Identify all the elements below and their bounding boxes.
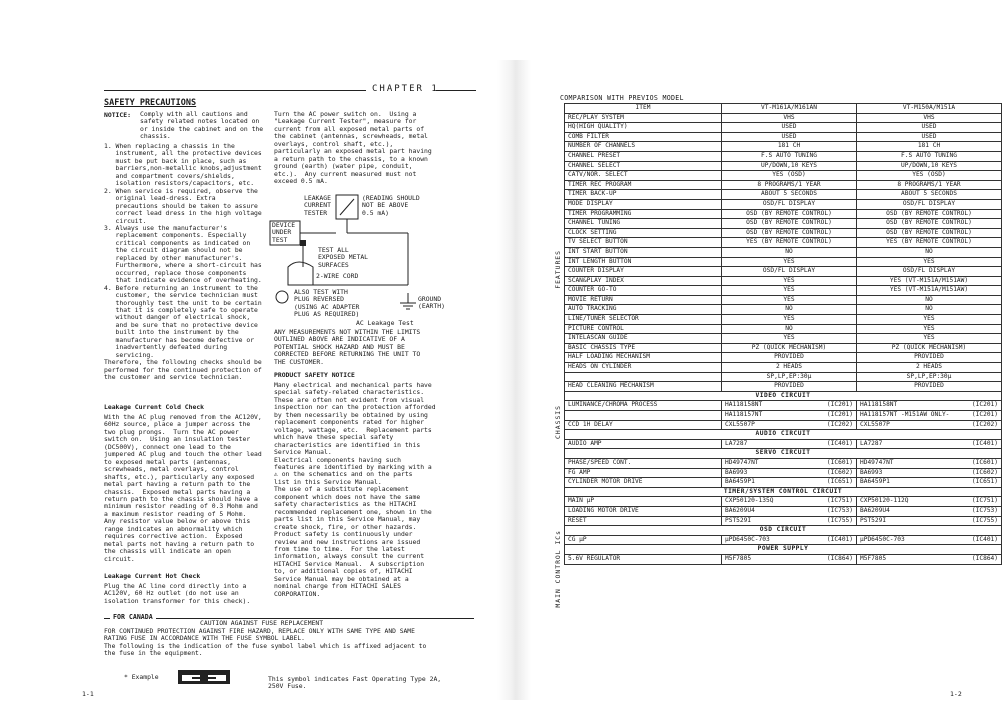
section-title: OSD CIRCUIT <box>565 526 1002 536</box>
ic-model-b <box>857 411 1002 421</box>
chassis-model-a-value: SP,LP,EP:30µ <box>722 372 857 382</box>
features-item: MODE DISPLAY <box>565 199 722 209</box>
table-row <box>565 199 1002 209</box>
features-model-b-value: OSD/FL DISPLAY <box>857 199 1002 209</box>
features-model-a-value: YES (BY REMOTE CONTROL) <box>722 238 857 248</box>
product-notice-title: PRODUCT SAFETY NOTICE <box>274 371 355 379</box>
ic-model-a <box>722 535 857 545</box>
ic-function: LUMINANCE/CHROMA PROCESS <box>565 401 722 411</box>
table-row <box>565 363 1002 373</box>
section-row <box>565 526 1002 536</box>
book-gutter <box>497 60 531 700</box>
measurement-warning: ANY MEASUREMENTS NOT WITHIN THE LIMITS OUTLINED ABOVE ARE INDICATIVE OF A POTENTIAL SHOCK HAZARD AND MUST BE CORRECTED BEFORE RETURNING THE UNIT TO THE CUSTOMER. <box>274 328 421 366</box>
product-notice-text: Many electrical and mechanical parts have special safety-related characteristics. These are often not evident from visual inspection nor can the protection afforded by them necessarily be obtained by using replacement components rated for higher voltage, wattage, etc. Replacement parts which have these special safety characteristics are identified in this Service Manual. Electrical components having such features are identified by marking with a ⚠ on the schematics and on the parts list in this Service Manual. The use of a substitute replacement component which does not have the same safety characteristics as the HITACHI recommended replacement one, shown in the parts list in this Service Manual, may create shock, fire, or other hazards. Product safety is continuously under review and new instructions are issued from time to time. For the latest information, always consult the current HITACHI Service Manual. A subscription to, or additional copies of, HITACHI Service Manual may be obtained at a nominal charge from HITACHI SALES CORPORATION. <box>274 381 436 598</box>
features-item: INTELASCAN GUIDE <box>565 334 722 344</box>
ic-part-number: CXL5507P <box>860 420 890 428</box>
ic-row <box>565 554 1002 564</box>
precautions-list: 1. When replacing a chassis in the instrument, all the protective devices must be put back in place, such as barriers,non-metallic knobs,adjustment and compartment covers/shields, isolation resistors/capacitors, etc. 2. When service is required, observe the original lead-dress. Extra precautions should be taken to assure correct lead dress in the high voltage circuit. 3. Always use the manufacturer's replacement components. Especially critical components as indicated on the circuit diagram should not be replaced by other manufacturer's. Furthermore, where a short-circuit has occurred, replace those components that indicate evidence of overheating. 4. Before returning an instrument to the customer, the service technician must thoroughly test the unit to be certain that it is completely safe to operate without danger of electrical shock, and be sure that no protective device built into the instrument by the manufacturer has become defective or inadvertently defeated during servicing. Therefore, the following checks should be performed for the continued protection of the customer and service technician. <box>104 142 262 382</box>
chassis-model-b-value: PROVIDED <box>857 382 1002 392</box>
features-model-a-value: NO <box>722 324 857 334</box>
ic-model-b <box>857 478 1002 488</box>
ic-row <box>565 516 1002 526</box>
features-model-a-value: VHS <box>722 113 857 123</box>
diagram-caption: AC Leakage Test <box>356 319 414 327</box>
ic-reference: (IC201) <box>971 411 998 418</box>
features-model-b-value: USED <box>857 132 1002 142</box>
features-model-b-value: 181 CH <box>857 142 1002 152</box>
features-model-a-value: NO <box>722 247 857 257</box>
ic-row <box>565 458 1002 468</box>
ic-function: CYLINDER MOTOR DRIVE <box>565 478 722 488</box>
section-row <box>565 487 1002 497</box>
ic-model-b <box>857 497 1002 507</box>
features-model-a-value: OSD (BY REMOTE CONTROL) <box>722 209 857 219</box>
table-row <box>565 315 1002 325</box>
features-model-a-value: YES <box>722 257 857 267</box>
ic-row <box>565 420 1002 430</box>
section-title: VIDEO CIRCUIT <box>565 391 1002 401</box>
table-row <box>565 343 1002 353</box>
ic-reference: (IC401) <box>971 439 998 447</box>
features-item: INT LENGTH BUTTON <box>565 257 722 267</box>
ic-row <box>565 411 1002 421</box>
features-item: COUNTER DISPLAY <box>565 267 722 277</box>
table-row <box>565 209 1002 219</box>
table-row <box>565 295 1002 305</box>
ic-part-number: BA6993 <box>860 468 883 476</box>
ic-reference: (IC602) <box>826 468 853 476</box>
features-model-b-value: OSD (BY REMOTE CONTROL) <box>857 209 1002 219</box>
ic-model-a <box>722 420 857 430</box>
ic-reference: (IC753) <box>826 506 853 514</box>
header-model-b: VT-M150A/M151A <box>857 104 1002 114</box>
ic-function: CCD 1H DELAY <box>565 420 722 430</box>
comparison-title: COMPARISON WITH PREVIOS MODEL <box>560 94 684 102</box>
ic-part-number: BA6459P1 <box>860 478 890 486</box>
table-row <box>565 382 1002 392</box>
chassis-model-a-value: PROVIDED <box>722 382 857 392</box>
notice-text: Comply with all cautions and safety related notes located on or inside the cabinet and on the chassis. <box>140 110 264 141</box>
features-model-a-value: 8 PROGRAMS/1 YEAR <box>722 180 857 190</box>
chassis-label: CHASSIS <box>554 405 562 439</box>
features-item: MOVIE RETURN <box>565 295 722 305</box>
features-model-b-value: YES <box>857 334 1002 344</box>
features-model-b-value: VHS <box>857 113 1002 123</box>
features-model-a-value: OSD (BY REMOTE CONTROL) <box>722 219 857 229</box>
ic-function: LOADING MOTOR DRIVE <box>565 506 722 516</box>
chassis-model-b-value: 2 HEADS <box>857 363 1002 373</box>
table-row <box>565 180 1002 190</box>
features-model-b-value: YES (VT-M151A/M151AW) <box>857 276 1002 286</box>
hot-check-text: Plug the AC line cord directly into a AC120V, 60 Hz outlet (do not use an isolation transformer for this check). <box>104 582 251 605</box>
ic-reference: (IC755) <box>826 516 853 524</box>
ic-model-a <box>722 411 857 421</box>
features-model-a-value: 181 CH <box>722 142 857 152</box>
header-model-a: VT-M161A/M161AN <box>722 104 857 114</box>
features-model-b-value: YES <box>857 315 1002 325</box>
ic-model-b <box>857 420 1002 430</box>
features-model-a-value: YES <box>722 276 857 286</box>
ic-model-b <box>857 401 1002 411</box>
ic-reference: (IC201) <box>826 411 853 418</box>
features-model-a-value: F.S AUTO TUNING <box>722 151 857 161</box>
chassis-item: BASIC CHASSIS TYPE <box>565 343 722 353</box>
features-model-b-value: NO <box>857 247 1002 257</box>
table-row <box>565 372 1002 382</box>
ic-model-a <box>722 516 857 526</box>
chassis-item <box>565 372 722 382</box>
table-header-row <box>565 104 1002 114</box>
features-item: SCAN&PLAY INDEX <box>565 276 722 286</box>
canada-title: FOR CANADA <box>110 613 156 621</box>
ic-part-number: HA118158NT <box>725 401 763 409</box>
ic-part-number: LA7287 <box>725 439 748 447</box>
features-model-b-value: 8 PROGRAMS/1 YEAR <box>857 180 1002 190</box>
chapter-rule-right <box>436 90 476 91</box>
ic-reference: (IC201) <box>971 401 998 409</box>
ic-reference: (IC401) <box>826 535 853 543</box>
features-item: AUTO TRACKING <box>565 305 722 315</box>
safety-precautions-title: SAFETY PRECAUTIONS <box>104 98 197 108</box>
ic-reference: (IC202) <box>826 420 853 428</box>
chassis-model-b-value: SP,LP,EP:30µ <box>857 372 1002 382</box>
features-item: TIMER BACK-UP <box>565 190 722 200</box>
features-model-b-value: UP/DOWN,10 KEYS <box>857 161 1002 171</box>
table-row <box>565 305 1002 315</box>
chassis-model-b-value: PZ (QUICK MECHANISM) <box>857 343 1002 353</box>
tester-label: LEAKAGE CURRENT TESTER <box>304 194 331 217</box>
ic-row <box>565 535 1002 545</box>
table-row <box>565 219 1002 229</box>
canada-text: FOR CONTINUED PROTECTION AGAINST FIRE HAZARD, REPLACE ONLY WITH SAME TYPE AND SAME RATING FUSE IN ACCORDANCE WITH THE FUSE SYMBOL LABEL. The following is the indication of the fuse symbol label which is affixed adjacent to the fuse in the equipment. <box>104 628 427 658</box>
ic-model-b <box>857 439 1002 449</box>
ic-part-number: PST529I <box>725 516 752 524</box>
chassis-model-a-value: PROVIDED <box>722 353 857 363</box>
ic-reference: (IC751) <box>826 497 853 505</box>
ic-function <box>565 411 722 421</box>
features-model-b-value: OSD/FL DISPLAY <box>857 267 1002 277</box>
ic-part-number: HD49747NT <box>860 458 894 466</box>
ic-reference: (IC751) <box>971 497 998 505</box>
main-control-ics-label: MAIN CONTROL ICs <box>554 530 562 608</box>
ic-part-number: µPD6450C-703 <box>860 535 905 543</box>
cold-check-title: Leakage Current Cold Check <box>104 403 205 411</box>
ic-model-a <box>722 439 857 449</box>
ic-part-number: HA118157NT <box>725 411 763 418</box>
ic-part-number: LA7287 <box>860 439 883 447</box>
ic-model-a <box>722 458 857 468</box>
table-row <box>565 123 1002 133</box>
section-row <box>565 430 1002 440</box>
features-model-a-value: ABOUT 5 SECONDS <box>722 190 857 200</box>
ic-function: RESET <box>565 516 722 526</box>
table-row <box>565 161 1002 171</box>
table-row <box>565 276 1002 286</box>
ic-model-a <box>722 468 857 478</box>
page-number-right: 1-2 <box>950 690 962 698</box>
chapter-rule-left <box>104 90 366 91</box>
section-row <box>565 391 1002 401</box>
features-item: INT START BUTTON <box>565 247 722 257</box>
ic-model-a <box>722 401 857 411</box>
ic-function: MAIN µP <box>565 497 722 507</box>
also-test-label: ALSO TEST WITH PLUG REVERSED (USING AC ADAPTER PLUG AS REQUIRED) <box>294 288 360 319</box>
features-model-a-value: YES <box>722 334 857 344</box>
ic-reference: (IC601) <box>826 458 853 466</box>
ic-model-b <box>857 516 1002 526</box>
outlet-circle <box>276 291 288 303</box>
ic-model-a <box>722 554 857 564</box>
features-model-b-value: NO <box>857 295 1002 305</box>
table-row <box>565 151 1002 161</box>
ic-part-number: BA6993 <box>725 468 748 476</box>
cold-check-text: With the AC plug removed from the AC120V, 60Hz source, place a jumper across the two plug prongs. Turn the AC power switch on. Using an insulation tester (DC500V), connect one lead to the jumpered AC plug and touch the other lead to exposed metal parts (antennas, screwheads, metal overlays, control shafts, etc.), particularly any exposed metal part having a return path to the chassis. Exposed metal parts having a return path to the chassis should have a minimum resistor reading of 0.3 Mohm and a maximum resistor reading of 5 Mohm. Any resistor value below or above this range indicates an abnormality which requires corrective action. Exposed metal parts not having a return path to the chassis will indicate an open circuit. <box>104 413 262 563</box>
features-item: CHANNEL TUNING <box>565 219 722 229</box>
meter-needle <box>340 199 354 215</box>
ic-model-b <box>857 554 1002 564</box>
page-number-left: 1-1 <box>82 690 94 698</box>
features-model-b-value: OSD (BY REMOTE CONTROL) <box>857 219 1002 229</box>
section-title: SERVO CIRCUIT <box>565 449 1002 459</box>
ic-function: 5.6V REGULATOR <box>565 554 722 564</box>
features-item: CHANNEL PRESET <box>565 151 722 161</box>
ic-function: FG AMP <box>565 468 722 478</box>
features-item: CLOCK SETTING <box>565 228 722 238</box>
header-item: ITEM <box>565 104 722 114</box>
features-item: TV SELECT BUTTON <box>565 238 722 248</box>
features-model-b-value: NO <box>857 305 1002 315</box>
table-row <box>565 113 1002 123</box>
canada-caution: CAUTION AGAINST FUSE REPLACEMENT <box>200 619 324 627</box>
ic-part-number: BA6209U4 <box>860 506 890 514</box>
features-item: TIMER PROGRAMMING <box>565 209 722 219</box>
features-model-a-value: NO <box>722 305 857 315</box>
section-row <box>565 449 1002 459</box>
features-model-a-value: YES <box>722 295 857 305</box>
table-row <box>565 190 1002 200</box>
section-title: AUDIO CIRCUIT <box>565 430 1002 440</box>
table-row <box>565 257 1002 267</box>
ic-reference: (IC202) <box>971 420 998 428</box>
ic-row <box>565 478 1002 488</box>
ic-reference: (IC651) <box>826 478 853 486</box>
ic-model-b <box>857 506 1002 516</box>
ic-reference: (IC864) <box>971 554 998 562</box>
features-model-a-value: YES <box>722 286 857 296</box>
ic-row <box>565 506 1002 516</box>
features-model-a-value: OSD (BY REMOTE CONTROL) <box>722 228 857 238</box>
table-row <box>565 353 1002 363</box>
chassis-item: HEADS ON CYLINDER <box>565 363 722 373</box>
ic-part-number: CXP50120-135Q <box>725 497 774 505</box>
ic-reference: (IC602) <box>971 468 998 476</box>
table-row <box>565 132 1002 142</box>
ic-function: CG µP <box>565 535 722 545</box>
features-model-b-value: F.S AUTO TUNING <box>857 151 1002 161</box>
ground-label: GROUND (EARTH) <box>418 295 445 311</box>
ic-model-a <box>722 497 857 507</box>
ic-reference: (IC753) <box>971 506 998 514</box>
table-row <box>565 171 1002 181</box>
reading-label: (READING SHOULD NOT BE ABOVE 0.5 mA) <box>362 194 420 217</box>
features-item: HQ(HIGH QUALITY) <box>565 123 722 133</box>
ic-function: AUDIO AMP <box>565 439 722 449</box>
features-model-b-value: YES (OSD) <box>857 171 1002 181</box>
ic-model-b <box>857 458 1002 468</box>
test-all-label: TEST ALL EXPOSED METAL SURFACES <box>318 246 369 269</box>
chassis-model-a-value: PZ (QUICK MECHANISM) <box>722 343 857 353</box>
ic-function: PHASE/SPEED CONT. <box>565 458 722 468</box>
features-model-b-value: YES (VT-M151A/M151AW) <box>857 286 1002 296</box>
comparison-table <box>564 103 1002 565</box>
features-item: COUNTER GO-TO <box>565 286 722 296</box>
table-row <box>565 334 1002 344</box>
fuse-symbol-icon <box>178 670 230 684</box>
features-item: LINE/TUNER SELECTOR <box>565 315 722 325</box>
features-model-a-value: YES (OSD) <box>722 171 857 181</box>
left-page <box>0 0 500 719</box>
chassis-model-b-value: PROVIDED <box>857 353 1002 363</box>
ic-reference: (IC755) <box>971 516 998 524</box>
cord-label: 2-WIRE CORD <box>316 272 359 280</box>
features-model-b-value: OSD (BY REMOTE CONTROL) <box>857 228 1002 238</box>
ic-row <box>565 439 1002 449</box>
fuse-example-label: * Example <box>124 673 159 681</box>
section-row <box>565 545 1002 555</box>
features-model-a-value: USED <box>722 132 857 142</box>
ic-row <box>565 497 1002 507</box>
table-row <box>565 228 1002 238</box>
table-row <box>565 238 1002 248</box>
table-row <box>565 324 1002 334</box>
chassis-item: HEAD CLEANING MECHANISM <box>565 382 722 392</box>
features-model-a-value: YES <box>722 315 857 325</box>
features-model-a-value: USED <box>722 123 857 133</box>
ic-model-b <box>857 535 1002 545</box>
ic-part-number: BA6209U4 <box>725 506 755 514</box>
ic-part-number: HA118157NT -M151AW ONLY- <box>860 411 950 418</box>
notice-label: NOTICE: <box>104 111 131 119</box>
ic-part-number: M5F7805 <box>860 554 887 562</box>
ic-part-number: CXL5507P <box>725 420 755 428</box>
features-item: REC/PLAY SYSTEM <box>565 113 722 123</box>
table-row <box>565 267 1002 277</box>
ic-model-a <box>722 478 857 488</box>
features-model-b-value: YES <box>857 324 1002 334</box>
plug-shape <box>288 262 313 285</box>
chapter-title: CHAPTER 1 <box>372 84 439 94</box>
features-model-a-value: OSD/FL DISPLAY <box>722 267 857 277</box>
features-item: NUMBER OF CHANNELS <box>565 142 722 152</box>
ic-reference: (IC601) <box>971 458 998 466</box>
section-title: TIMER/SYSTEM CONTROL CIRCUIT <box>565 487 1002 497</box>
features-model-a-value: OSD/FL DISPLAY <box>722 199 857 209</box>
ic-reference: (IC651) <box>971 478 998 486</box>
features-model-b-value: ABOUT 5 SECONDS <box>857 190 1002 200</box>
chassis-model-a-value: 2 HEADS <box>722 363 857 373</box>
features-item: CHANNEL SELECT <box>565 161 722 171</box>
fuse-note: This symbol indicates Fast Operating Type 2A, 250V Fuse. <box>268 675 442 691</box>
ic-part-number: M5F7805 <box>725 554 752 562</box>
leakage-test-text: Turn the AC power switch on. Using a "Leakage Current Tester", measure for current from all exposed metal parts of the cabinet (antennas, screwheads, metal overlays, control shaft, etc.), particularly an exposed metal part having a return path to the chassis, to a known ground (earth) (water pipe, conduit, etc.). Any current measured must not exceed 0.5 mA. <box>274 110 432 186</box>
table-row <box>565 286 1002 296</box>
ic-part-number: µPD6450C-703 <box>725 535 770 543</box>
ic-model-a <box>722 506 857 516</box>
ic-row <box>565 468 1002 478</box>
chassis-item: HALF LOADING MECHANISM <box>565 353 722 363</box>
ic-part-number: PST529I <box>860 516 887 524</box>
ic-part-number: HD49747NT <box>725 458 759 466</box>
features-item: COMB FILTER <box>565 132 722 142</box>
table-row <box>565 247 1002 257</box>
section-title: POWER SUPPLY <box>565 545 1002 555</box>
ic-part-number: HA118158NT <box>860 401 898 409</box>
features-item: TIMER REC PROGRAM <box>565 180 722 190</box>
ic-reference: (IC201) <box>826 401 853 409</box>
features-model-b-value: YES (BY REMOTE CONTROL) <box>857 238 1002 248</box>
ic-part-number: CXP50120-112Q <box>860 497 909 505</box>
features-model-a-value: UP/DOWN,10 KEYS <box>722 161 857 171</box>
features-model-b-value: USED <box>857 123 1002 133</box>
ic-reference: (IC401) <box>826 439 853 447</box>
table-row <box>565 142 1002 152</box>
features-item: CATV/NOR. SELECT <box>565 171 722 181</box>
ac-leakage-test-diagram <box>268 185 478 320</box>
features-model-b-value: YES <box>857 257 1002 267</box>
device-label: DEVICE UNDER TEST <box>272 221 296 244</box>
ic-reference: (IC401) <box>971 535 998 543</box>
hot-check-title: Leakage Current Hot Check <box>104 572 201 580</box>
features-label: FEATURES <box>554 250 562 289</box>
ic-row <box>565 401 1002 411</box>
features-item: PICTURE CONTROL <box>565 324 722 334</box>
ic-model-b <box>857 468 1002 478</box>
ic-reference: (IC864) <box>826 554 853 562</box>
ic-part-number: BA6459P1 <box>725 478 755 486</box>
